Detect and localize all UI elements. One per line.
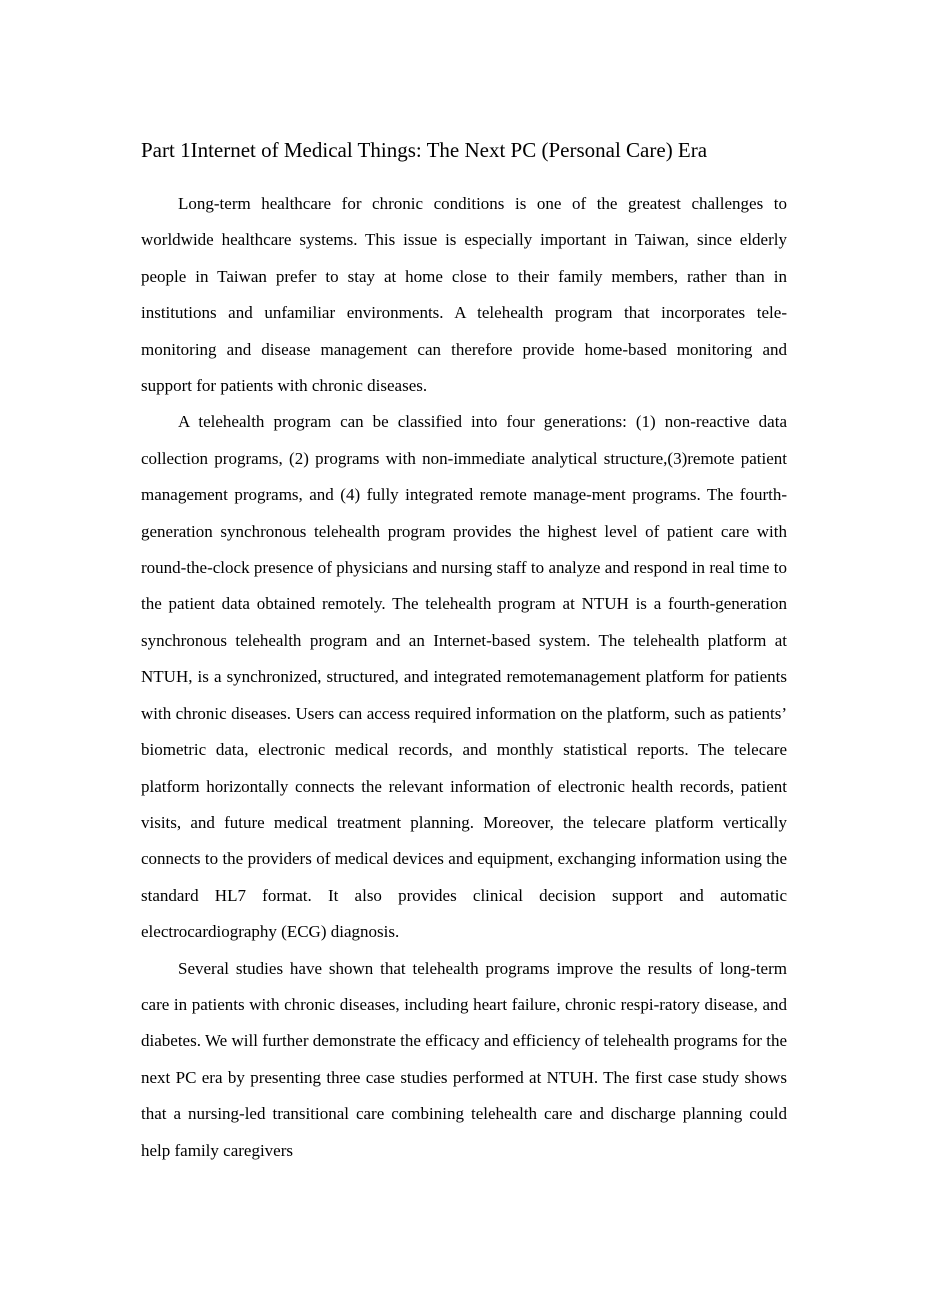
paragraph-case-studies: Several studies have shown that telehealth programs improve the results of long-term care in patients with chronic diseases, including heart failure, chronic respi-ratory disease, and diabetes. We will further demonstrate the efficacy and efficiency of telehealth programs for the next PC era by presenting three case studies performed at NTUH. The first case study shows that a nursing-led transitional care combining telehealth care and discharge planning could help family caregivers xyxy=(141,958,787,1160)
paragraph-intro: Long-term healthcare for chronic conditions is one of the greatest challenges to worldwide healthcare systems. This issue is especially important in Taiwan, since elderly people in Taiwan prefer to stay at home close to their family members, rather than in institutions and unfamiliar environments. A telehealth program that incorporates tele-monitoring and disease management can therefore provide home-based monitoring and support for patients with chronic diseases. xyxy=(141,194,787,396)
section-heading: Part 1Internet of Medical Things: The Next PC (Personal Care) Era xyxy=(141,138,708,162)
paragraph-telehealth-generations: A telehealth program can be classified into four generations: (1) non-reactive data collection programs, (2) programs with non-immediate analytical structure,(3)remote patient management programs, and (4) fully integrated remote manage-ment programs. The fourth-generation synchronous telehealth program provides the highest level of patient care with round-the-clock presence of physicians and nursing staff to analyze and respond in real time to the patient data obtained remotely. The telehealth program at NTUH is a fourth-generation synchronous telehealth program and an Internet-based system. The telehealth platform at NTUH, is a synchronized, structured, and integrated remotemanagement platform for patients with chronic diseases. Users can access required information on the platform, such as patients’ biometric data, electronic medical records, and monthly statistical reports. The telecare platform horizontally connects the relevant information of electronic health records, patient visits, and future medical treatment planning. Moreover, the telecare platform vertically connects to the providers of medical devices and equipment, exchanging information using the standard HL7 format. It also provides clinical decision support and automatic electrocardiography (ECG) diagnosis. xyxy=(141,412,787,942)
body-text xyxy=(141,186,787,1169)
